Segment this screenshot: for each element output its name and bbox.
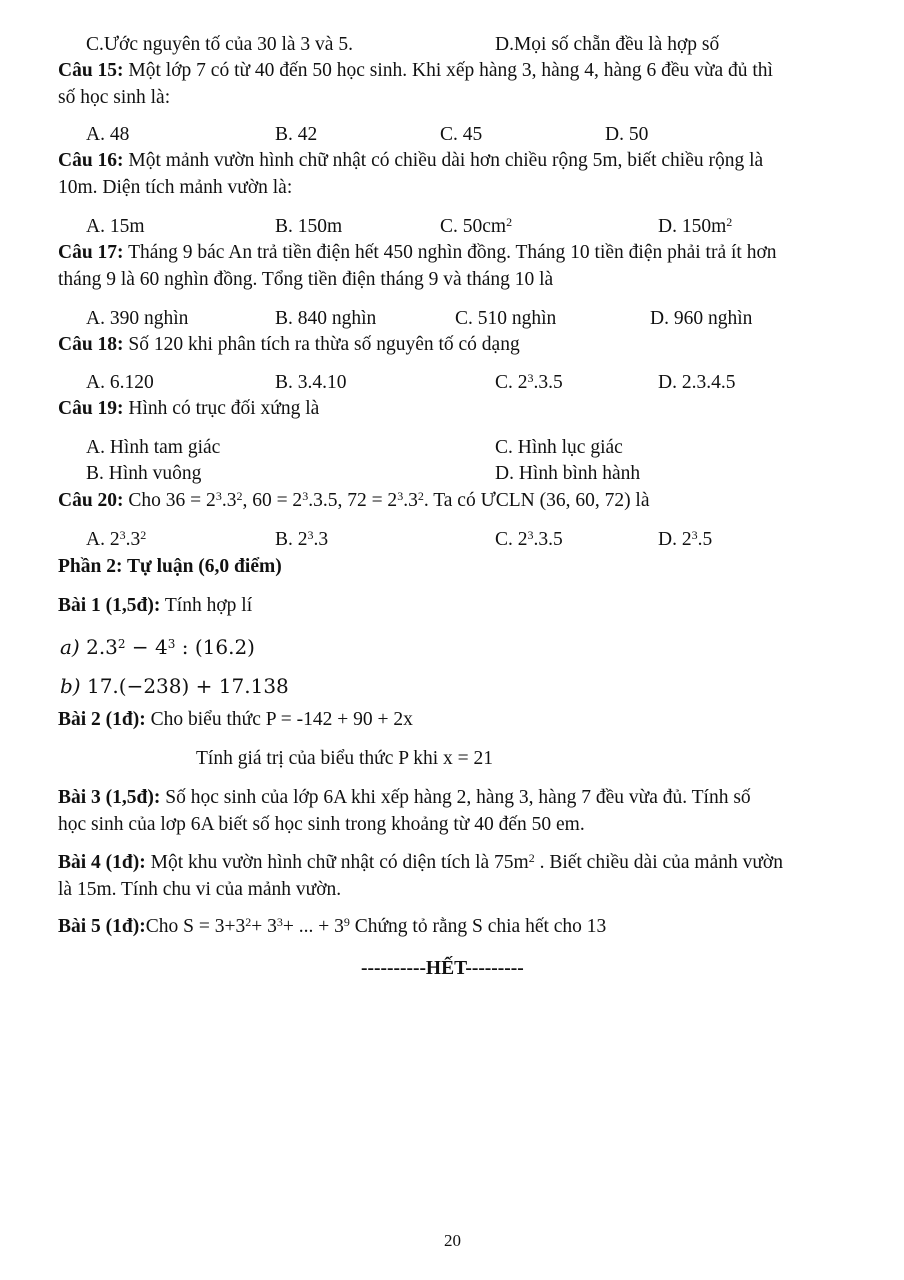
q15-text: [58, 58, 773, 84]
q18-option-c: [495, 370, 563, 396]
bai4-exponent: 2: [528, 851, 535, 865]
q20-part1: Cho 36 = 2: [123, 490, 216, 511]
q15-option-b: B. 42: [275, 124, 318, 145]
bai1-b-label: b): [60, 674, 81, 698]
q20-d-exp: 3: [691, 528, 698, 542]
bai1-a-term2: − 4: [125, 635, 168, 659]
q16-option-d: [658, 214, 732, 240]
q14-option-c: C.Ước nguyên tố của 30 là 3 và 5.: [86, 34, 353, 55]
bai5-part2: + 3: [251, 916, 277, 937]
bai2-question: Tính giá trị của biểu thức P khi x = 21: [196, 748, 494, 769]
q18-option-a: A. 6.120: [86, 372, 154, 393]
q15-option-c: C. 45: [440, 124, 483, 145]
q16-option-c-text: C. 50cm: [440, 216, 507, 237]
bai2-label: Bài 2 (1đ):: [58, 709, 146, 730]
q16-text: [58, 148, 763, 174]
q16-option-b: B. 150m: [275, 216, 343, 237]
bai2-text: [58, 707, 413, 733]
q17-label: Câu 17:: [58, 242, 124, 263]
q20-option-c: [495, 527, 563, 553]
q20-c-exp: 3: [527, 528, 534, 542]
q17-option-b: B. 840 nghìn: [275, 308, 377, 329]
q20-b-exp: 3: [307, 528, 314, 542]
bai1-a-term1: 2.3: [79, 635, 118, 659]
bai4-text-line1-end: . Biết chiều dài của mảnh vườn: [534, 852, 783, 873]
q17-text-line2: tháng 9 là 60 nghìn đồng. Tổng tiền điện tháng 9 và tháng 10 là: [58, 269, 554, 290]
q19-option-b: B. Hình vuông: [86, 463, 202, 484]
end-marker: ----------HẾT---------: [361, 958, 524, 979]
bai4-text-line1: Một khu vườn hình chữ nhật có diện tích là 75m: [145, 852, 529, 873]
q18-c-base: C. 2: [495, 372, 528, 393]
q20-a-mid: .3: [125, 529, 141, 550]
bai2-expression: Cho biểu thức P = -142 + 90 + 2x: [145, 709, 413, 730]
q20-exp5: 2: [417, 489, 424, 503]
q20-part5: .3: [403, 490, 418, 511]
q19-option-c: C. Hình lục giác: [495, 437, 623, 458]
bai5-part1: Cho S = 3+3: [145, 916, 246, 937]
bai5-label: Bài 5 (1đ):: [58, 916, 146, 937]
bai3-text-line1: Số học sinh của lớp 6A khi xếp hàng 2, hàng 3, hàng 7 đều vừa đủ. Tính số: [160, 787, 751, 808]
q16-label: Câu 16:: [58, 150, 124, 171]
bai1-a-label: a): [60, 635, 80, 659]
q19-option-d: D. Hình bình hành: [495, 463, 641, 484]
q19-option-a: A. Hình tam giác: [86, 437, 221, 458]
q16-option-a: A. 15m: [86, 216, 145, 237]
q20-d-base: D. 2: [658, 529, 692, 550]
q20-text: [58, 488, 650, 514]
q20-part3: , 60 = 2: [242, 490, 303, 511]
bai4-text: [58, 850, 783, 876]
q19-text-line1: Hình có trục đối xứng là: [123, 398, 320, 419]
q16-option-c-exponent: 2: [506, 215, 513, 229]
bai3-text: [58, 785, 751, 811]
bai3-label: Bài 3 (1,5đ):: [58, 787, 161, 808]
q18-c-rest: .3.5: [533, 372, 563, 393]
bai5-exp1: 2: [245, 915, 252, 929]
q20-a-exp2: 2: [140, 528, 147, 542]
bai1-a-exp2: 3: [167, 637, 176, 651]
page-number: 20: [444, 1231, 461, 1250]
q16-text-line1: Một mảnh vườn hình chữ nhật có chiều dài hơn chiều rộng 5m, biết chiều rộng là: [123, 150, 764, 171]
q19-label: Câu 19:: [58, 398, 124, 419]
q20-option-a: [86, 527, 146, 553]
q14-option-d: D.Mọi số chẵn đều là hợp số: [495, 34, 720, 55]
bai1-label: Bài 1 (1,5đ):: [58, 595, 161, 616]
q20-option-d: [658, 527, 712, 553]
bai5-exp2: 3: [276, 915, 283, 929]
bai5-part4: Chứng tỏ rằng S chia hết cho 13: [349, 916, 607, 937]
q15-text-line2: số học sinh là:: [58, 87, 171, 108]
q19-text: [58, 396, 319, 422]
q15-text-line1: Một lớp 7 có từ 40 đến 50 học sinh. Khi xếp hàng 3, hàng 4, hàng 6 đều vừa đủ thì: [123, 60, 773, 81]
q16-option-c: [440, 214, 512, 240]
q17-option-d: D. 960 nghìn: [650, 308, 753, 329]
q18-option-b: B. 3.4.10: [275, 372, 347, 393]
q20-b-base: B. 2: [275, 529, 308, 550]
q15-option-a: A. 48: [86, 124, 130, 145]
q20-exp2: 2: [236, 489, 243, 503]
q20-exp3: 3: [302, 489, 309, 503]
q20-option-b: [275, 527, 328, 553]
bai5-part3: + ... + 3: [282, 916, 344, 937]
q18-option-d: D. 2.3.4.5: [658, 372, 736, 393]
q16-option-d-text: D. 150m: [658, 216, 727, 237]
part2-title: Phần 2: Tự luận (6,0 điểm): [58, 556, 282, 577]
q15-label: Câu 15:: [58, 60, 124, 81]
q20-b-rest: .3: [313, 529, 329, 550]
bai1-part-b: [60, 673, 289, 700]
q20-c-rest: .3.5: [533, 529, 563, 550]
q20-exp4: 3: [397, 489, 404, 503]
q20-label: Câu 20:: [58, 490, 124, 511]
q18-text: [58, 332, 520, 358]
q18-c-exponent: 3: [527, 371, 534, 385]
q20-part4: .3.5, 72 = 2: [308, 490, 398, 511]
part2-heading: [58, 554, 282, 580]
bai4-label: Bài 4 (1đ):: [58, 852, 146, 873]
q20-exp1: 3: [215, 489, 222, 503]
bai3-text-line2: học sinh của lơp 6A biết số học sinh trong khoảng từ 40 đến 50 em.: [58, 814, 585, 835]
q17-text-line1: Tháng 9 bác An trả tiền điện hết 450 nghìn đồng. Tháng 10 tiền điện phải trả ít hơn: [123, 242, 777, 263]
q20-c-base: C. 2: [495, 529, 528, 550]
bai5-exp3: 9: [343, 915, 350, 929]
bai1-part-a: [60, 634, 255, 661]
q17-option-c: C. 510 nghìn: [455, 308, 557, 329]
q20-part6: . Ta có ƯCLN (36, 60, 72) là: [423, 490, 650, 511]
q17-option-a: A. 390 nghìn: [86, 308, 189, 329]
bai1-instruction: Tính hợp lí: [160, 595, 253, 616]
bai1-a-term3: : (16.2): [175, 635, 255, 659]
q18-text-line1: Số 120 khi phân tích ra thừa số nguyên tố có dạng: [123, 334, 520, 355]
q20-a-exp1: 3: [119, 528, 126, 542]
q18-label: Câu 18:: [58, 334, 124, 355]
q20-part2: .3: [221, 490, 237, 511]
bai5-text: [58, 914, 606, 940]
q20-d-rest: .5: [697, 529, 713, 550]
bai4-text-line2: là 15m. Tính chu vi của mảnh vườn.: [58, 879, 342, 900]
q15-option-d: D. 50: [605, 124, 649, 145]
q17-text: [58, 240, 777, 266]
bai1-a-exp1: 2: [117, 637, 126, 651]
bai1-b-expression: 17.(−238) + 17.138: [80, 674, 289, 698]
q16-text-line2: 10m. Diện tích mảnh vườn là:: [58, 177, 293, 198]
bai1-text: [58, 593, 252, 619]
q20-a-base: A. 2: [86, 529, 120, 550]
q16-option-d-exponent: 2: [726, 215, 733, 229]
